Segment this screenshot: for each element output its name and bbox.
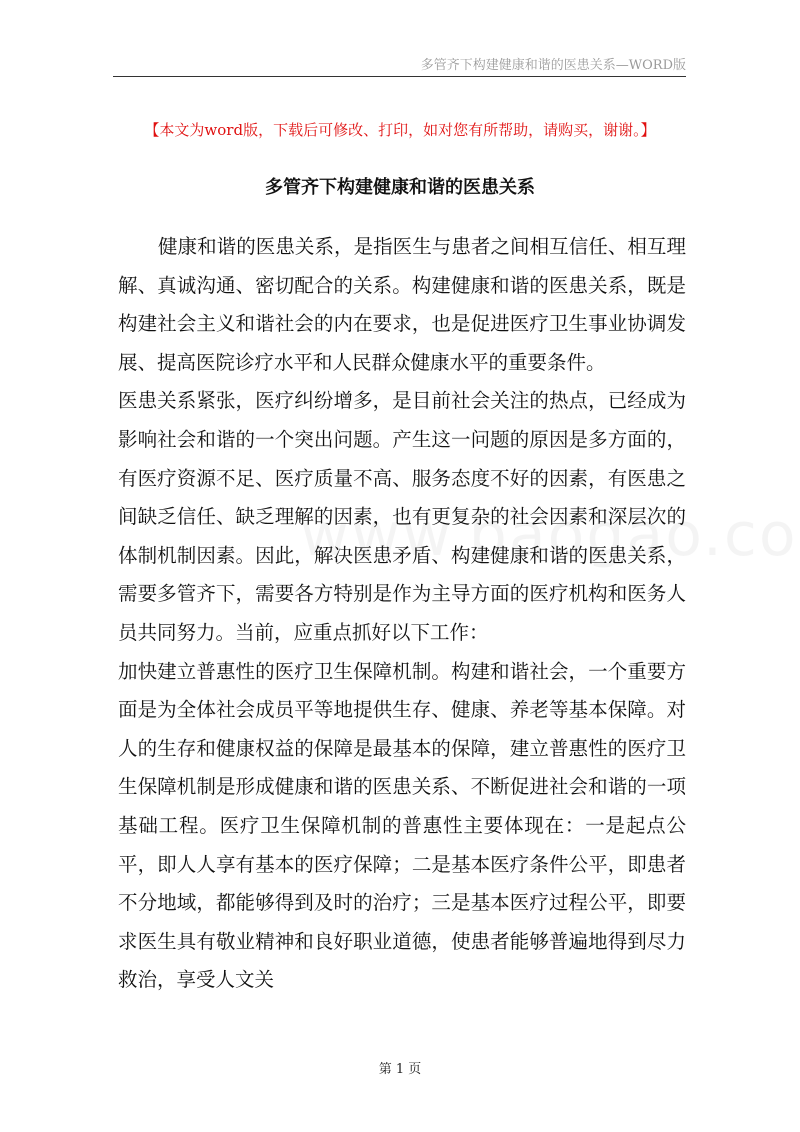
header-title: 多管齐下构建健康和谐的医患关系—WORD版 — [420, 58, 686, 73]
paragraph-intro: 健康和谐的医患关系，是指医生与患者之间相互信任、相互理解、真诚沟通、密切配合的关系。构建健康和谐的医患关系，既是构建社会主义和谐社会的内在要求，也是促进医疗卫生事业协调发展、提高医院诊疗水平和人民群众健康水平的重要条件。 — [118, 235, 686, 374]
paragraph-security-mechanism: 加快建立普惠性的医疗卫生保障机制。构建和谐社会，一个重要方面是为全体社会成员平等地提供生存、健康、养老等基本保障。对人的生存和健康权益的保障是最基本的保障，建立普惠性的医疗卫生保障机制是形成健康和谐的医患关系、不断促进社会和谐的一项基础工程。医疗卫生保障机制的普惠性主要体现在：一是起点公平，即人人享有基本的医疗保障；二是基本医疗条件公平，即患者不分地域，都能够得到及时的治疗；三是基本医疗过程公平，即要求医生具有敬业精神和良好职业道德，使患者能够普遍地得到尽力救治，享受人文关 — [118, 659, 686, 992]
page-number: 第 1 页 — [378, 1062, 422, 1077]
document-title: 多管齐下构建健康和谐的医患关系 — [265, 177, 535, 198]
page-header — [113, 52, 686, 77]
document-body — [118, 228, 686, 1000]
paragraph-causes: 医患关系紧张，医疗纠纷增多，是目前社会关注的热点，已经成为影响社会和谐的一个突出问题。产生这一问题的原因是多方面的，有医疗资源不足、医疗质量不高、服务态度不好的因素，有医患之间缺乏信任、缺乏理解的因素，也有更复杂的社会因素和深层次的体制机制因素。因此，解决医患矛盾、构建健康和谐的医患关系，需要多管齐下，需要各方特别是作为主导方面的医疗机构和医务人员共同努力。当前，应重点抓好以下工作： — [118, 389, 686, 644]
download-notice: 【本文为word版，下载后可修改、打印，如对您有所帮助，请购买，谢谢。】 — [144, 121, 656, 139]
